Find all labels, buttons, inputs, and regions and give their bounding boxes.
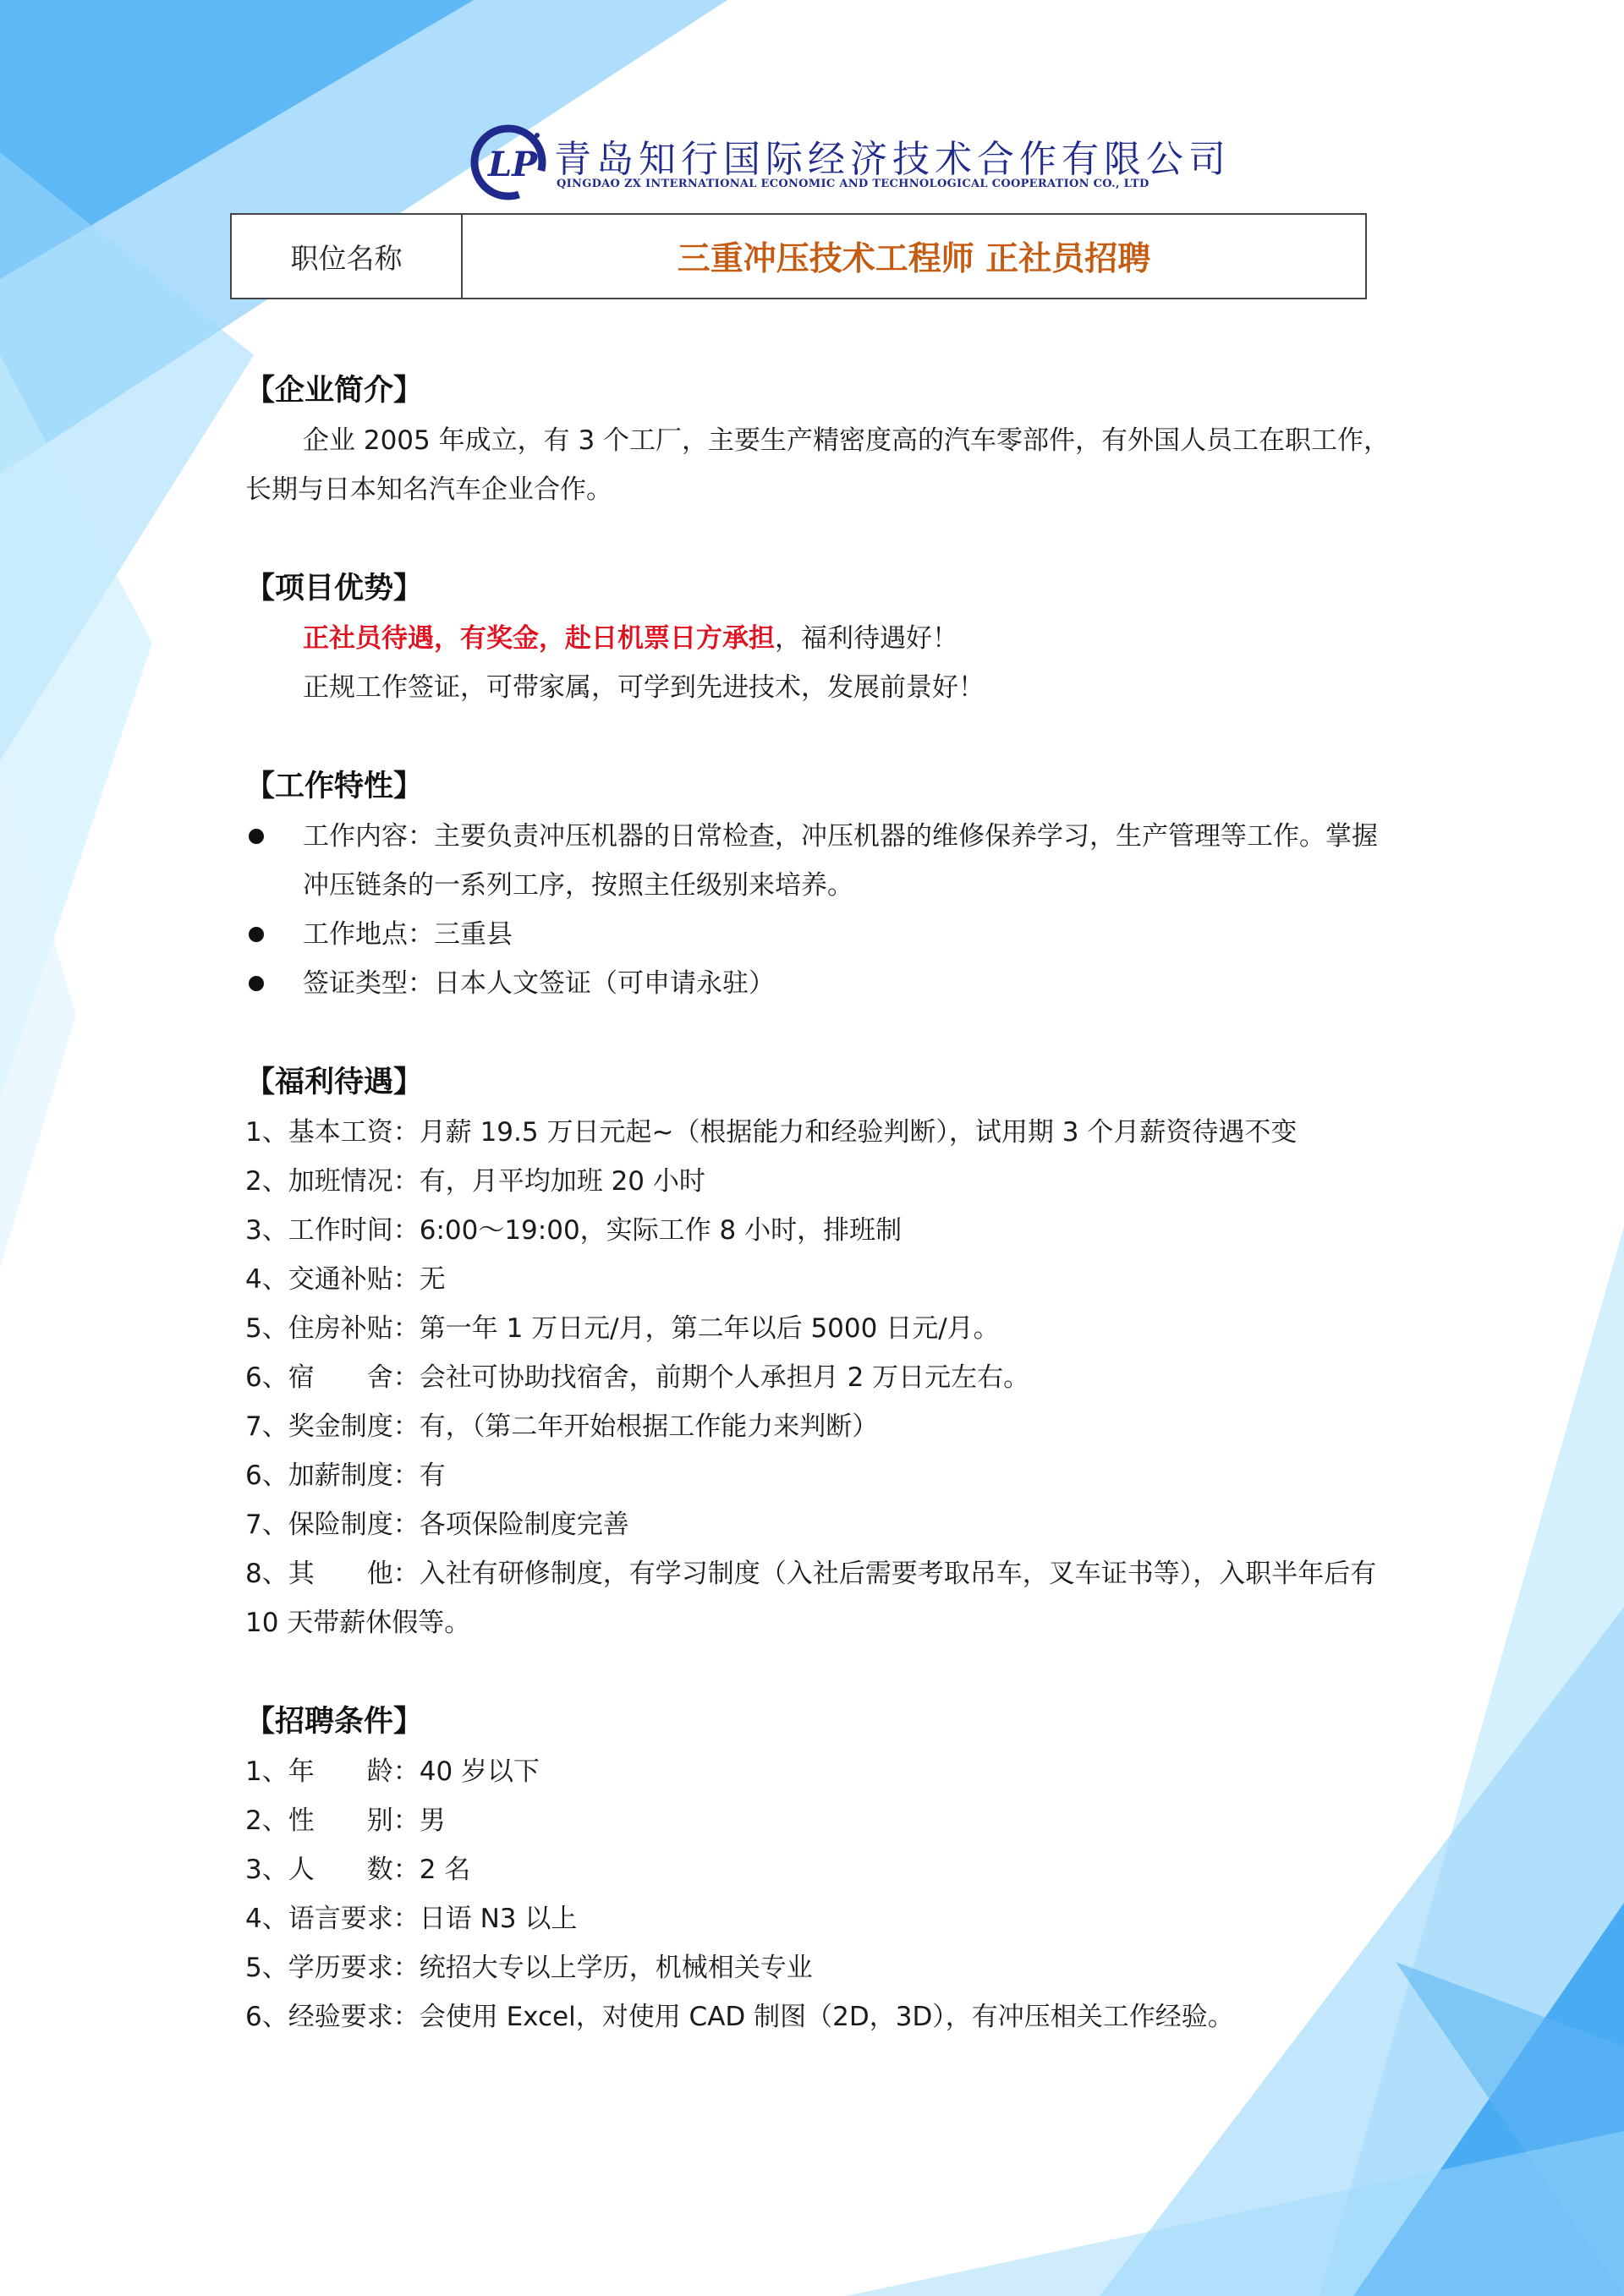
list-item: 3、人 数：2 名 [245,1855,471,1885]
company-name-cn: 青岛知行国际经济技术合作有限公司 [554,138,1231,181]
bullet-icon [249,829,264,844]
list-item: 5、学历要求：统招大专以上学历，机械相关专业 [245,1953,813,1983]
section-company-intro [245,365,1396,514]
section-heading: 【福利待遇】 [245,1066,424,1099]
section-features [245,761,1396,1008]
list-item: 2、加班情况：有，月平均加班 20 小时 [245,1166,705,1197]
position-label: 职位名称 [232,215,463,298]
section-heading: 【工作特性】 [245,770,424,803]
benefits-list [245,1108,1396,1647]
company-name-en: QINGDAO ZX INTERNATIONAL ECONOMIC AND TECHNOLOGICAL COOPERATION CO., LTD [557,178,1149,190]
company-intro-text: 企业 2005 年成立，有 3 个工厂，主要生产精密度高的汽车零部件，有外国人员工在职工作，长期与日本知名汽车企业合作。 [245,425,1391,505]
section-heading: 【企业简介】 [245,374,424,408]
list-item: 5、住房补贴：第一年 1 万日元/月，第二年以后 5000 日元/月。 [245,1313,1000,1344]
content [245,365,1396,2091]
section-requirements [245,1696,1396,2041]
list-item: 工作地点：三重县 [245,910,1396,959]
list-item: 4、交通补贴：无 [245,1264,446,1295]
position-title: 三重冲压技术工程师 正社员招聘 [677,240,1151,278]
list-item: 7、奖金制度：有，（第二年开始根据工作能力来判断） [245,1411,879,1442]
list-item: 6、宿 舍：会社可协助找宿舍，前期个人承担月 2 万日元左右。 [245,1362,1030,1393]
list-item: 工作内容：主要负责冲压机器的日常检查，冲压机器的维修保养学习，生产管理等工作。掌握冲压链条的一系列工序，按照主任级别来培养。 [245,812,1396,910]
advantages-line-1 [245,614,1396,663]
advantages-rest: ，福利待遇好！ [775,623,958,654]
list-item: 2、性 别：男 [245,1806,446,1836]
list-item: 6、加薪制度：有 [245,1460,446,1491]
section-heading: 【招聘条件】 [245,1705,424,1739]
features-list [245,812,1396,1008]
list-item: 3、工作时间：6:00～19:00，实际工作 8 小时，排班制 [245,1215,903,1246]
section-benefits [245,1057,1396,1647]
lp-logo-icon [469,123,547,201]
list-item: 1、基本工资：月薪 19.5 万日元起~（根据能力和经验判断），试用期 3 个月薪资待遇不变 [245,1117,1298,1148]
bullet-icon [249,976,264,991]
advantages-line-2: 正规工作签证，可带家属，可学到先进技术，发展前景好！ [303,672,985,703]
section-advantages [245,563,1396,712]
company-logo [469,118,1231,203]
list-item: 1、年 龄：40 岁以下 [245,1756,540,1787]
list-item: 4、语言要求：日语 N3 以上 [245,1904,578,1934]
advantages-highlight: 正社员待遇，有奖金，赴日机票日方承担 [303,623,775,654]
list-item: 8、其 他：入社有研修制度，有学习制度（入社后需要考取吊车，叉车证书等），入职半年后有 10 天带薪休假等。 [245,1559,1377,1638]
list-item: 6、经验要求：会使用 Excel，对使用 CAD 制图（2D，3D），有冲压相关工作经验。 [245,2002,1234,2032]
logo-letters: LP [488,145,538,184]
requirements-list [245,1747,1396,2041]
position-title-table [230,213,1367,299]
section-heading: 【项目优势】 [245,572,424,606]
list-item: 签证类型：日本人文签证（可申请永驻） [245,959,1396,1008]
bullet-icon [249,927,264,942]
list-item: 7、保险制度：各项保险制度完善 [245,1510,629,1540]
